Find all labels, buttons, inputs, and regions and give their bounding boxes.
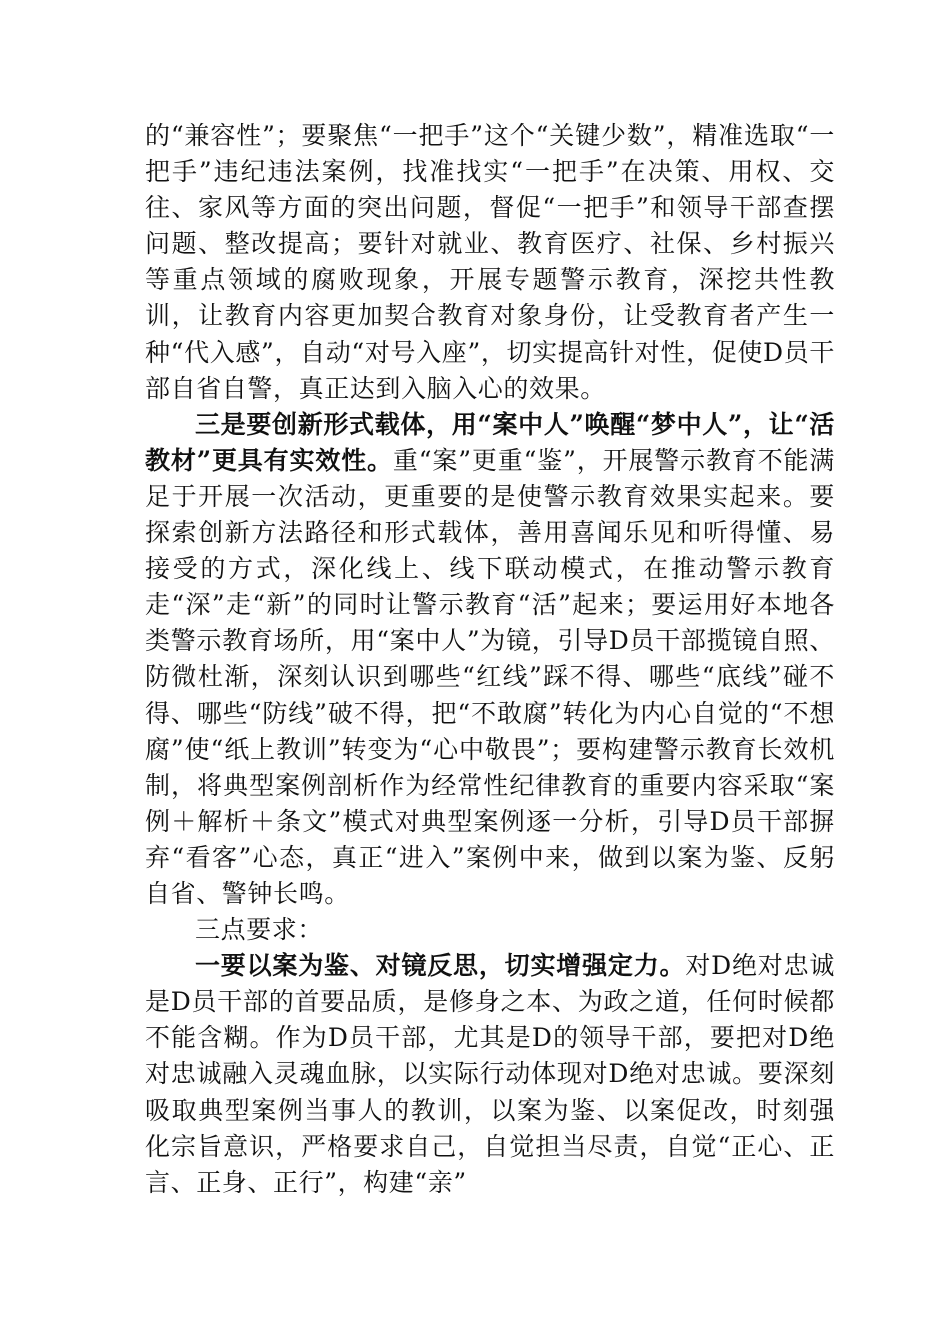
paragraph-heading: 三是要创新形式载体，用“案中人”唤醒“梦中人”，让“活教材”更具有实效性。 (145, 409, 835, 475)
paragraph-continuation (145, 118, 835, 407)
paragraph-heading: 一要以案为鉴、对镜反思，切实增强定力。 (195, 951, 686, 981)
document-body (145, 118, 835, 1201)
paragraph-requirement-one (145, 948, 835, 1201)
paragraph-text: 的“兼容性”；要聚焦“一把手”这个“关键少数”，精准选取“一把手”违纪违法案例，找准找实“一把手”在决策、用权、交往、家风等方面的突出问题，督促“一把手”和领导干部查摆问题、整改提高；要针对就业、教育医疗、社保、乡村振兴等重点领域的腐败现象，开展专题警示教育，深挖共性教训，让教育内容更加契合教育对象身份，让受教育者产生一种“代入感”，自动“对号入座”，切实提高针对性，促使D员干部自省自警，真正达到入脑入心的效果。 (145, 121, 835, 403)
section-heading-text: 三点要求： (195, 915, 324, 945)
section-heading-requirements (145, 912, 835, 948)
paragraph-text: 对D绝对忠诚是D员干部的首要品质，是修身之本、为政之道，任何时候都不能含糊。作为D员干部，尤其是D的领导干部，要把对D绝对忠诚融入灵魂血脉，以实际行动体现对D绝对忠诚。要深刻吸取典型案例当事人的教训，以案为鉴、以案促改，时刻强化宗旨意识，严格要求自己，自觉担当尽责，自觉“正心、正言、正身、正行”，构建“亲” (145, 951, 835, 1197)
paragraph-point-three (145, 407, 835, 912)
paragraph-text: 重“案”更重“鉴”，开展警示教育不能满足于开展一次活动，更重要的是使警示教育效果实起来。要探索创新方法路径和形式载体，善用喜闻乐见和听得懂、易接受的方式，深化线上、线下联动模式，在推动警示教育走“深”走“新”的同时让警示教育“活”起来；要运用好本地各类警示教育场所，用“案中人”为镜，引导D员干部揽镜自照、防微杜渐，深刻认识到哪些“红线”踩不得、哪些“底线”碰不得、哪些“防线”破不得，把“不敢腐”转化为内心自觉的“不想腐”使“纸上教训”转变为“心中敬畏”；要构建警示教育长效机制，将典型案例剖析作为经常性纪律教育的重要内容采取“案例＋解析＋条文”模式对典型案例逐一分析，引导D员干部摒弃“看客”心态，真正“进入”案例中来，做到以案为鉴、反躬自省、警钟长鸣。 (145, 445, 835, 908)
